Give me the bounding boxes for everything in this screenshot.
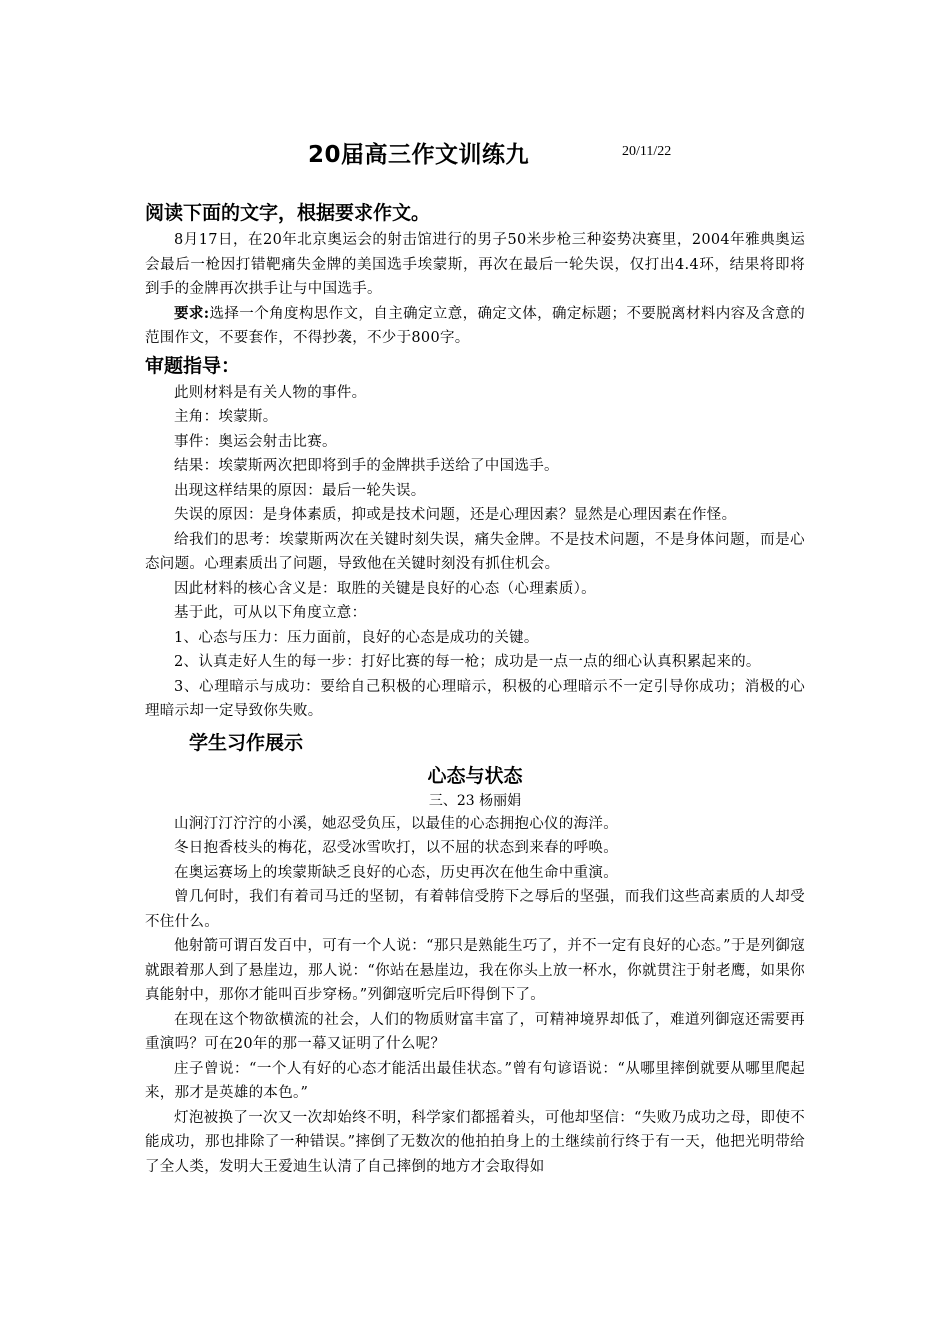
essay-paragraph: 庄子曾说：“一个人有好的心态才能活出最佳状态。”曾有句谚语说：“从哪里摔倒就要从哪里爬起来，那才是英雄的本色。” [145,1060,805,1101]
essay-paragraph: 在奥运赛场上的埃蒙斯缺乏良好的心态，历史再次在他生命中重演。 [174,864,618,881]
document-body [145,198,805,1179]
showcase-heading: 学生习作展示 [189,731,304,754]
guide-line: 基于此，可从以下角度立意： [174,605,367,621]
guide-heading: 审题指导： [145,354,241,377]
prompt-material: 8月17日，在20年北京奥运会的射击馆进行的男子50米步枪三种姿势决赛里，2004年雅典奥运会最后一枪因打错靶痛失金牌的美国选手埃蒙斯，再次在最后一轮失误，仅打出4.4环，结果将即将到手的金牌再次拱手让与中国选手。 [145,232,805,297]
essay-paragraph: 山涧汀汀泞泞的小溪，她忍受负压，以最佳的心态拥抱心仪的海洋。 [174,815,618,832]
guide-line: 因此材料的核心含义是：取胜的关键是良好的心态（心理素质）。 [174,580,596,597]
prompt-requirements [145,302,805,351]
essay-body [145,812,805,1180]
guide-line: 失误的原因：是身体素质，抑或是技术问题，还是心理因素？显然是心理因素在作怪。 [174,507,737,523]
guide-line: 给我们的思考：埃蒙斯两次在关键时刻失误，痛失金牌。不是技术问题，不是身体问题，而是心态问题。心理素质出了问题，导致他在关键时刻没有抓住机会。 [145,531,805,572]
guide-line: 3、心理暗示与成功：要给自己积极的心理暗示，积极的心理暗示不一定引导你成功；消极的心理暗示却一定导致你失败。 [145,678,805,719]
essay-paragraph: 灯泡被换了一次又一次却始终不明，科学家们都摇着头，可他却坚信：“失败乃成功之母，即使不能成功，那也排除了一种错误。”摔倒了无数次的他拍拍身上的土继续前行终于有一天，他把光明带给了全人类，发明大王爱迪生认清了自己摔倒的地方才会取得如 [145,1109,805,1175]
essay-paragraph: 曾几何时，我们有着司马迁的坚韧，有着韩信受胯下之辱后的坚强，而我们这些高素质的人却受不住什么。 [145,889,805,930]
document-title: 20届高三作文训练九 [308,142,530,168]
guide-line: 主角：埃蒙斯。 [174,409,278,425]
prompt-heading: 阅读下面的文字，根据要求作文。 [145,202,431,224]
essay-paragraph: 他射箭可谓百发百中，可有一个人说：“那只是熟能生巧了，并不一定有良好的心态。”于是列御寇就跟着那人到了悬崖边，那人说：“你站在悬崖边，我在你头上放一杯水，你就贯注于射老鹰，如果你真能射中，那你才能叫百步穿杨。”列御寇听完后吓得倒下了。 [145,938,805,1003]
guide-line: 事件：奥运会射击比赛。 [174,433,337,450]
guide-line: 1、心态与压力：压力面前，良好的心态是成功的关键。 [174,629,539,646]
essay-title: 心态与状态 [427,764,523,787]
title-row [0,136,950,170]
guide-line: 2、认真走好人生的每一步：打好比赛的每一枪；成功是一点一点的细心认真积累起来的。 [174,654,761,670]
essay-paragraph: 在现在这个物欲横流的社会，人们的物质财富丰富了，可精神境界却低了，难道列御寇还需要再重演吗？可在20年的那一幕又证明了什么呢？ [145,1011,805,1052]
requirements-label: 要求: [174,304,210,322]
essay-byline: 三、23 杨丽娟 [428,792,522,809]
guide-line: 此则材料是有关人物的事件。 [174,384,367,401]
guide-lines [145,381,805,724]
document-date: 20/11/22 [622,144,672,159]
guide-line: 结果：埃蒙斯两次把即将到手的金牌拱手送给了中国选手。 [174,458,559,474]
guide-line: 出现这样结果的原因：最后一轮失误。 [174,482,426,499]
essay-paragraph: 冬日抱香枝头的梅花，忍受冰雪吹打，以不屈的状态到来春的呼唤。 [174,840,618,856]
requirements-text: 选择一个角度构思作文，自主确定立意，确定文体，确定标题；不要脱离材料内容及含意的范围作文，不要套作，不得抄袭，不少于800字。 [145,305,805,346]
